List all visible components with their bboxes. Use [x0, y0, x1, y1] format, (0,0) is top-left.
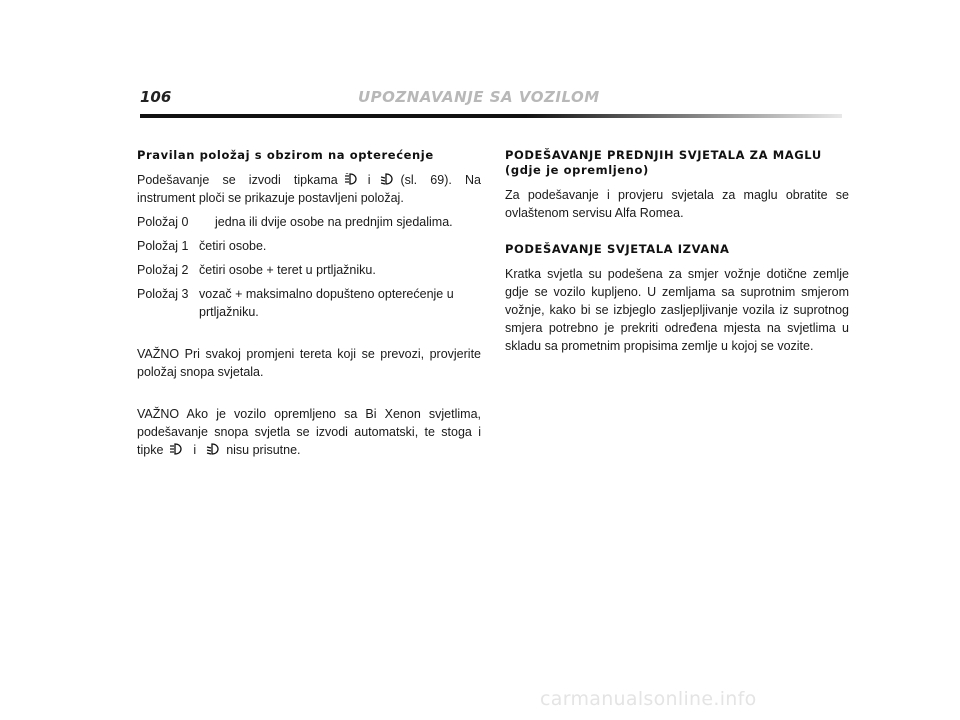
- headlamp-adjust-up-icon: [169, 443, 183, 455]
- right-column: [505, 148, 849, 361]
- load-position-heading: Pravilan položaj s obzirom na opterećenje: [137, 148, 434, 162]
- position-text: četiri osobe.: [199, 239, 267, 253]
- xenon-conj: i: [193, 443, 197, 457]
- intro-text-after: (sl. 69). Na instrument ploči se prikazuje postavljeni položaj.: [137, 173, 481, 205]
- left-column: [137, 148, 481, 465]
- position-label: Položaj 1: [137, 239, 189, 253]
- intro-text-before: Podešavanje se izvodi tipkama: [137, 173, 338, 187]
- position-row-2: [137, 261, 481, 279]
- position-row-1: [137, 237, 481, 255]
- exterior-lights-heading: PODEŠAVANJE SVJETALA IZVANA: [505, 242, 730, 256]
- intro-conj: i: [367, 173, 371, 187]
- headlamp-adjust-up-icon: [344, 173, 358, 185]
- headlamp-adjust-down-icon: [380, 173, 394, 185]
- position-text: jedna ili dvije osobe na prednjim sjedalima.: [215, 215, 453, 229]
- xenon-text-after: nisu prisutne.: [226, 443, 301, 457]
- position-row-3: [137, 285, 481, 321]
- section-title: UPOZNAVANJE SA VOZILOM: [358, 88, 600, 106]
- fog-lights-heading: PODEŠAVANJE PREDNJIH SVJETALA ZA MAGLU (gdje je opremljeno): [505, 148, 822, 177]
- header-rule: [140, 114, 842, 118]
- important-note-load: VAŽNO Pri svakoj promjeni tereta koji se prevozi, provjerite položaj snopa svjetala.: [137, 347, 481, 379]
- position-text: vozač + maksimalno dopušteno opterećenje u prtljažniku.: [199, 287, 454, 319]
- position-label: Položaj 3: [137, 287, 189, 301]
- position-label: Položaj 2: [137, 263, 189, 277]
- xenon-text-before: VAŽNO Ako je vozilo opremljeno sa Bi Xenon svjetlima, podešavanje snopa svjetla se izvodi automatski, te stoga i tipke: [137, 407, 481, 457]
- intro-paragraph: [137, 171, 481, 207]
- fog-lights-text: Za podešavanje i provjeru svjetala za maglu obratite se ovlaštenom servisu Alfa Romea.: [505, 188, 849, 220]
- page-number: 106: [140, 88, 172, 106]
- important-note-xenon: [137, 405, 481, 459]
- exterior-lights-text: Kratka svjetla su podešena za smjer vožnje dotične zemlje gdje se vozilo kupljeno. U zemljama sa suprotnim smjerom vožnje, kako bi se izbjeglo zasljepljivanje vozila iz suprotnog smjera potrebno je prekriti određena mjesta na svjetlima u skladu sa prometnim propisima zemlje u kojoj se vozite.: [505, 267, 849, 353]
- position-label: Položaj 0: [137, 215, 189, 229]
- position-text: četiri osobe + teret u prtljažniku.: [199, 263, 376, 277]
- position-row-0: [137, 213, 481, 231]
- watermark: carmanualsonline.info: [540, 688, 757, 710]
- headlamp-adjust-down-icon: [206, 443, 220, 455]
